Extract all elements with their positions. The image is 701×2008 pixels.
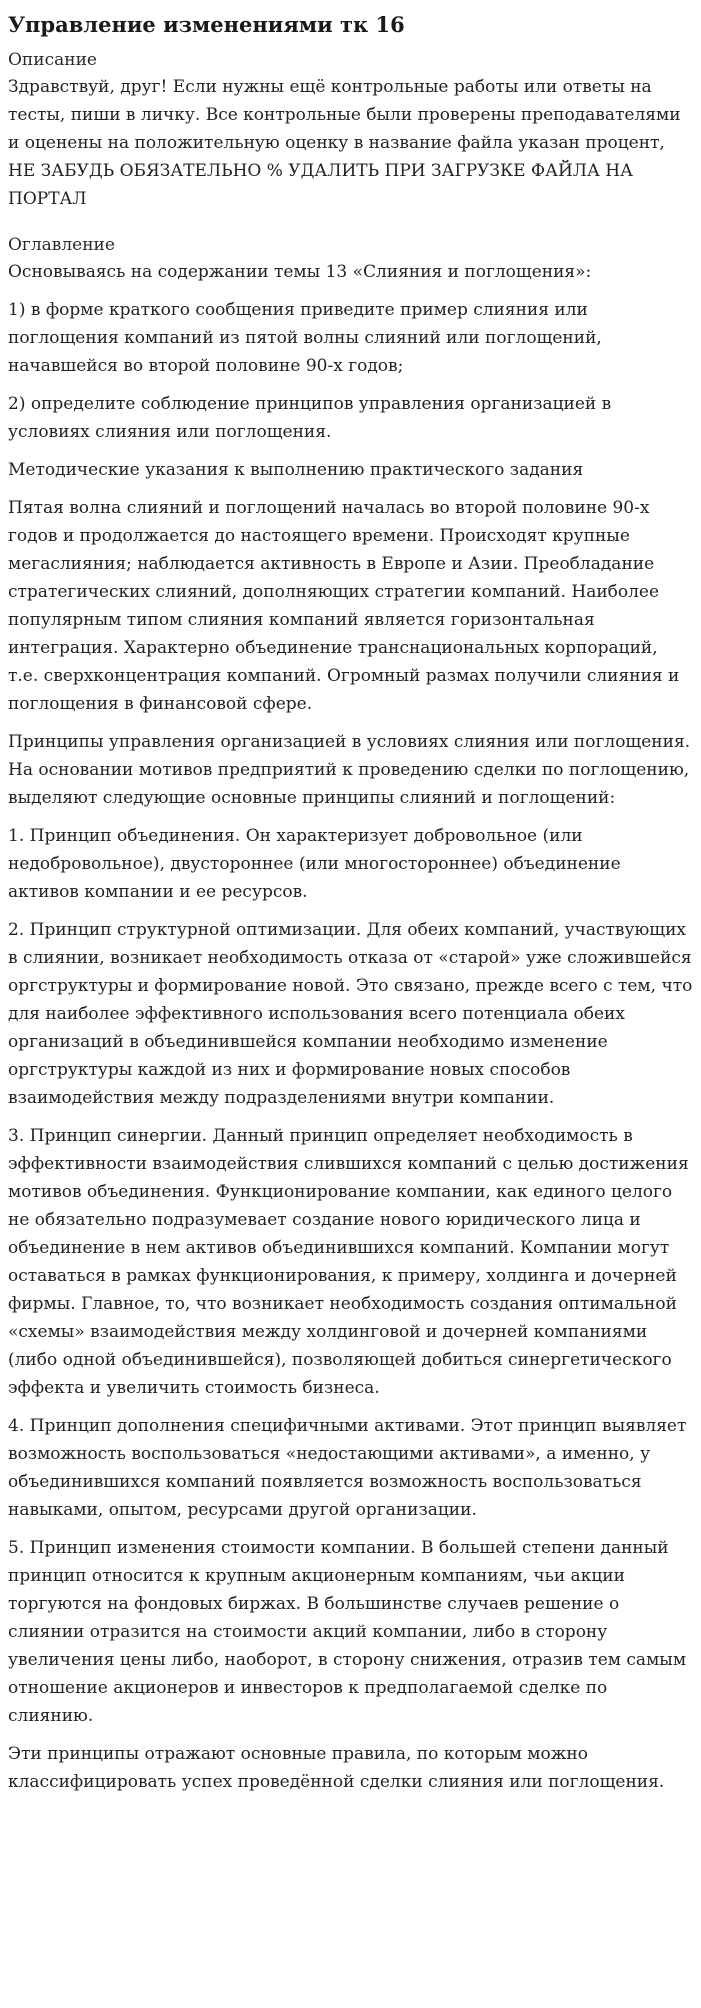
- conclusion-paragraph: Эти принципы отражают основные правила, по которым можно классифицировать успех проведённой сделки слияния или поглощения.: [8, 1744, 665, 1792]
- task-2: 2) определите соблюдение принципов управления организацией в условиях слияния или поглощения.: [8, 394, 612, 442]
- toc-label: Оглавление: [8, 235, 115, 255]
- principle-5: 5. Принцип изменения стоимости компании. В большей степени данный принцип относится к крупным акционерным компаниям, чьи акции торгуются на фондовых биржах. В большинстве случаев решение о слиянии отразится на стоимости акций компании, либо в сторону увеличения цены либо, наоборот, в сторону снижения, отразив тем самым отношение акционеров и инвесторов к предполагаемой сделке по слиянию.: [8, 1538, 687, 1726]
- intro-paragraph: Основываясь на содержании темы 13 «Слияния и поглощения»:: [8, 262, 592, 282]
- task-1: 1) в форме краткого сообщения приведите пример слияния или поглощения компаний из пятой волны слияний или поглощений, начавшейся во второй половине 90-х годов;: [8, 300, 602, 376]
- page-title: Управление изменениями тк 16: [8, 12, 405, 37]
- description-text: Здравствуй, друг! Если нужны ещё контрольные работы или ответы на тесты, пиши в личку. Все контрольные были проверены преподавателями и оценены на положительную оценку в название файла указан процент, НЕ ЗАБУДЬ ОБЯЗАТЕЛЬНО % УДАЛИТЬ ПРИ ЗАГРУЗКЕ ФАЙЛА НА ПОРТАЛ: [8, 77, 681, 209]
- principle-4: 4. Принцип дополнения специфичными активами. Этот принцип выявляет возможность воспользоваться «недостающими активами», а именно, у объединившихся компаний появляется возможность воспользоваться навыками, опытом, ресурсами другой организации.: [8, 1416, 687, 1520]
- principle-1: 1. Принцип объединения. Он характеризует добровольное (или недобровольное), двустороннее (или многостороннее) объединение активов компании и ее ресурсов.: [8, 826, 621, 902]
- method-heading: Методические указания к выполнению практического задания: [8, 460, 584, 480]
- paragraph-principles-intro: Принципы управления организацией в условиях слияния или поглощения. На основании мотивов предприятий к проведению сделки по поглощению, выделяют следующие основные принципы слияний и поглощений:: [8, 732, 691, 808]
- principle-3: 3. Принцип синергии. Данный принцип определяет необходимость в эффективности взаимодействия слившихся компаний с целью достижения мотивов объединения. Функционирование компании, как единого целого не обязательно подразумевает создание нового юридического лица и объединение в нем активов объединившихся компаний. Компании могут оставаться в рамках функционирования, к примеру, холдинга и дочерней фирмы. Главное, то, что возникает необходимость создания оптимальной «схемы» взаимодействия между холдинговой и дочерней компаниями (либо одной объединившейся), позволяющей добиться синергетического эффекта и увеличить стоимость бизнеса.: [8, 1126, 689, 1398]
- description-label: Описание: [8, 50, 97, 70]
- principle-2: 2. Принцип структурной оптимизации. Для обеих компаний, участвующих в слиянии, возникает необходимость отказа от «старой» уже сложившейся оргструктуры и формирование новой. Это связано, прежде всего с тем, что для наиболее эффективного использования всего потенциала обеих организаций в объединившейся компании необходимо изменение оргструктуры каждой из них и формирование новых способов взаимодействия между подразделениями внутри компании.: [8, 920, 693, 1108]
- paragraph-fifth-wave: Пятая волна слияний и поглощений началась во второй половине 90-х годов и продолжается до настоящего времени. Происходят крупные мегаслияния; наблюдается активность в Европе и Азии. Преобладание стратегических слияний, дополняющих стратегии компаний. Наиболее популярным типом слияния компаний является горизонтальная интеграция. Характерно объединение транснациональных корпораций, т.е. сверхконцентрация компаний. Огромный размах получили слияния и поглощения в финансовой сфере.: [8, 498, 680, 714]
